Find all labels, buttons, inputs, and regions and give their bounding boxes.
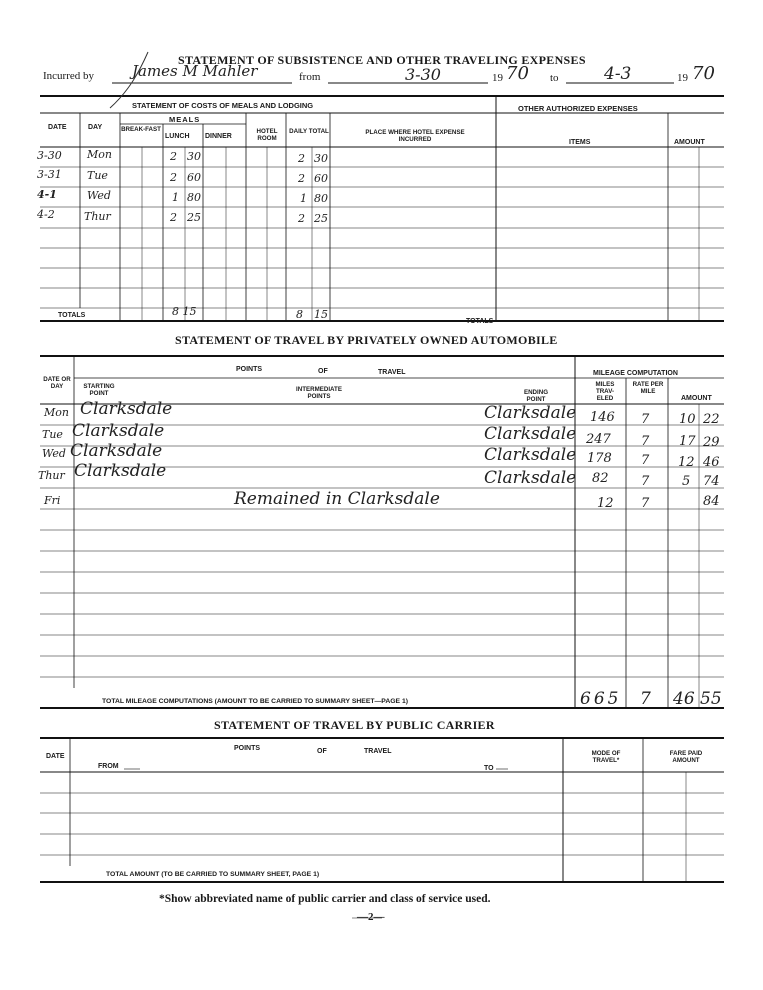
daily-total-dollars: 8 — [296, 308, 303, 321]
mileage-computation-label: MILEAGE COMPUTATION — [593, 370, 678, 377]
auto-points-label: POINTS — [236, 366, 263, 373]
to-year: 70 — [692, 63, 715, 84]
auto-amount-dollars: 12 — [678, 455, 695, 470]
col-day: DAY — [88, 124, 103, 131]
meal-lunch-dollars: 2 — [170, 211, 177, 224]
meal-day: Wed — [87, 189, 111, 202]
page-number: —2— — [357, 911, 385, 923]
col-lunch: LUNCH — [165, 133, 190, 140]
auto-total-miles: 665 — [580, 689, 622, 709]
auto-day: Thur — [38, 469, 65, 482]
meal-total-dollars: 1 — [300, 192, 307, 205]
col-dinner: DINNER — [205, 133, 232, 140]
daily-total-cents: 15 — [314, 308, 328, 321]
col-items: ITEMS — [569, 139, 591, 146]
col-amount: AMOUNT — [674, 139, 705, 146]
auto-start: Clarksdale — [74, 461, 167, 481]
auto-end: Clarksdale — [484, 445, 577, 465]
carrier-col-date: DATE — [46, 753, 65, 760]
auto-intermediate: Remained in Clarksdale — [234, 489, 440, 509]
lunch-total: 8 15 — [172, 305, 197, 318]
auto-total-label: TOTAL MILEAGE COMPUTATIONS (AMOUNT TO BE CARRIED TO SUMMARY SHEET—PAGE 1) — [102, 698, 408, 705]
auto-total-amount-cents: 55 — [700, 689, 722, 709]
meal-lunch-dollars: 1 — [172, 191, 179, 204]
auto-start: Clarksdale — [72, 421, 165, 441]
auto-start: Clarksdale — [80, 399, 173, 419]
carrier-travel-label: TRAVEL — [364, 748, 392, 755]
auto-end: Clarksdale — [484, 403, 577, 423]
col-date: DATE — [48, 124, 67, 131]
other-totals-label: TOTALS — [466, 318, 494, 325]
auto-travel-label: TRAVEL — [378, 369, 406, 376]
auto-rate: 7 — [641, 434, 650, 449]
auto-amount-cents: 22 — [703, 412, 720, 427]
pen-stroke-mark — [100, 50, 160, 110]
from-date: 3-30 — [405, 65, 441, 84]
carrier-points-label: POINTS — [234, 745, 261, 752]
auto-col-date: DATE OR DAY — [43, 376, 71, 390]
incurred-by-value: James M Mahler — [132, 62, 258, 80]
auto-miles: 146 — [590, 410, 615, 425]
meal-total-cents: 60 — [314, 172, 328, 185]
auto-rate: 7 — [641, 412, 650, 427]
auto-col-rate: RATE PER MILE — [632, 381, 664, 395]
auto-of-label: OF — [318, 368, 328, 375]
auto-miles: 12 — [597, 496, 614, 511]
meals-totals-label: TOTALS — [58, 312, 86, 319]
meal-total-cents: 80 — [314, 192, 328, 205]
to-label: to — [550, 72, 559, 84]
auto-col-starting: STARTING POINT — [83, 383, 115, 397]
auto-end: Clarksdale — [484, 424, 577, 444]
meal-lunch-cents: 25 — [187, 211, 201, 224]
meal-lunch-cents: 60 — [187, 171, 201, 184]
meal-total-cents: 30 — [314, 152, 328, 165]
auto-amount-cents: 46 — [703, 455, 720, 470]
meals-section-title: STATEMENT OF COSTS OF MEALS AND LODGING — [132, 101, 314, 110]
col-daily-total: DAILY TOTAL — [289, 128, 329, 135]
col-hotel: HOTEL ROOM — [256, 128, 278, 142]
auto-amount-dollars: 5 — [682, 474, 691, 489]
meal-total-cents: 25 — [314, 212, 328, 225]
auto-amount-cents: 74 — [703, 474, 720, 489]
from-label: from — [299, 71, 321, 83]
meal-total-dollars: 2 — [298, 172, 305, 185]
auto-amount-cents: 29 — [703, 435, 720, 450]
meal-date: 3-31 — [37, 168, 62, 181]
col-breakfast: BREAK-FAST — [121, 126, 161, 133]
meal-day: Thur — [84, 210, 111, 223]
year-prefix-from: 19 — [492, 72, 503, 84]
meal-lunch-cents: 30 — [187, 150, 201, 163]
auto-total-rate: 7 — [640, 689, 651, 709]
carrier-of-label: OF — [317, 748, 327, 755]
auto-col-miles: MILES TRAV-ELED — [595, 381, 615, 402]
other-expenses-title: OTHER AUTHORIZED EXPENSES — [518, 104, 638, 113]
meal-lunch-cents: 80 — [187, 191, 201, 204]
carrier-col-fare: FARE PAID AMOUNT — [669, 750, 703, 764]
meal-day: Mon — [87, 148, 112, 161]
auto-end: Clarksdale — [484, 468, 577, 488]
auto-day: Mon — [44, 406, 69, 419]
carrier-col-mode: MODE OF TRAVEL* — [591, 750, 621, 764]
carrier-from-label: FROM — [98, 763, 119, 770]
auto-amount-dollars: 10 — [679, 412, 696, 427]
col-place: PLACE WHERE HOTEL EXPENSE INCURRED — [365, 129, 465, 143]
meal-date: 4-1 — [37, 188, 57, 201]
meal-total-dollars: 2 — [298, 152, 305, 165]
auto-amount-dollars: 17 — [679, 434, 696, 449]
auto-col-ending: ENDING POINT — [523, 389, 549, 403]
auto-start: Clarksdale — [70, 441, 163, 461]
footnote: *Show abbreviated name of public carrier and class of service used. — [159, 893, 491, 905]
auto-miles: 178 — [587, 451, 612, 466]
auto-miles: 247 — [586, 432, 611, 447]
from-year: 70 — [506, 63, 529, 84]
carrier-to-label: TO — [484, 765, 494, 772]
auto-section-title: STATEMENT OF TRAVEL BY PRIVATELY OWNED AUTOMOBILE — [175, 333, 558, 347]
auto-day: Fri — [44, 494, 61, 507]
auto-day: Wed — [42, 447, 66, 460]
auto-total-amount-dollars: 46 — [673, 689, 695, 709]
meal-total-dollars: 2 — [298, 212, 305, 225]
auto-rate: 7 — [641, 453, 650, 468]
auto-col-amount: AMOUNT — [681, 395, 712, 402]
auto-rate: 7 — [641, 474, 650, 489]
col-meals: MEALS — [169, 115, 201, 124]
meal-date: 4-2 — [37, 208, 55, 221]
carrier-section-title: STATEMENT OF TRAVEL BY PUBLIC CARRIER — [214, 718, 495, 732]
form-title: STATEMENT OF SUBSISTENCE AND OTHER TRAVELING EXPENSES — [178, 53, 586, 67]
meal-date: 3-30 — [37, 149, 62, 162]
year-prefix-to: 19 — [677, 72, 688, 84]
auto-miles: 82 — [592, 471, 609, 486]
meal-day: Tue — [87, 169, 108, 182]
auto-rate: 7 — [641, 496, 650, 511]
auto-day: Tue — [42, 428, 63, 441]
auto-amount-cents: 84 — [703, 494, 720, 509]
to-date: 4-3 — [604, 64, 632, 84]
carrier-total-label: TOTAL AMOUNT (TO BE CARRIED TO SUMMARY SHEET, PAGE 1) — [106, 871, 320, 878]
meal-lunch-dollars: 2 — [170, 171, 177, 184]
incurred-by-label: Incurred by — [43, 70, 95, 82]
auto-col-intermediate: INTERMEDIATE POINTS — [296, 386, 342, 400]
meal-lunch-dollars: 2 — [170, 150, 177, 163]
